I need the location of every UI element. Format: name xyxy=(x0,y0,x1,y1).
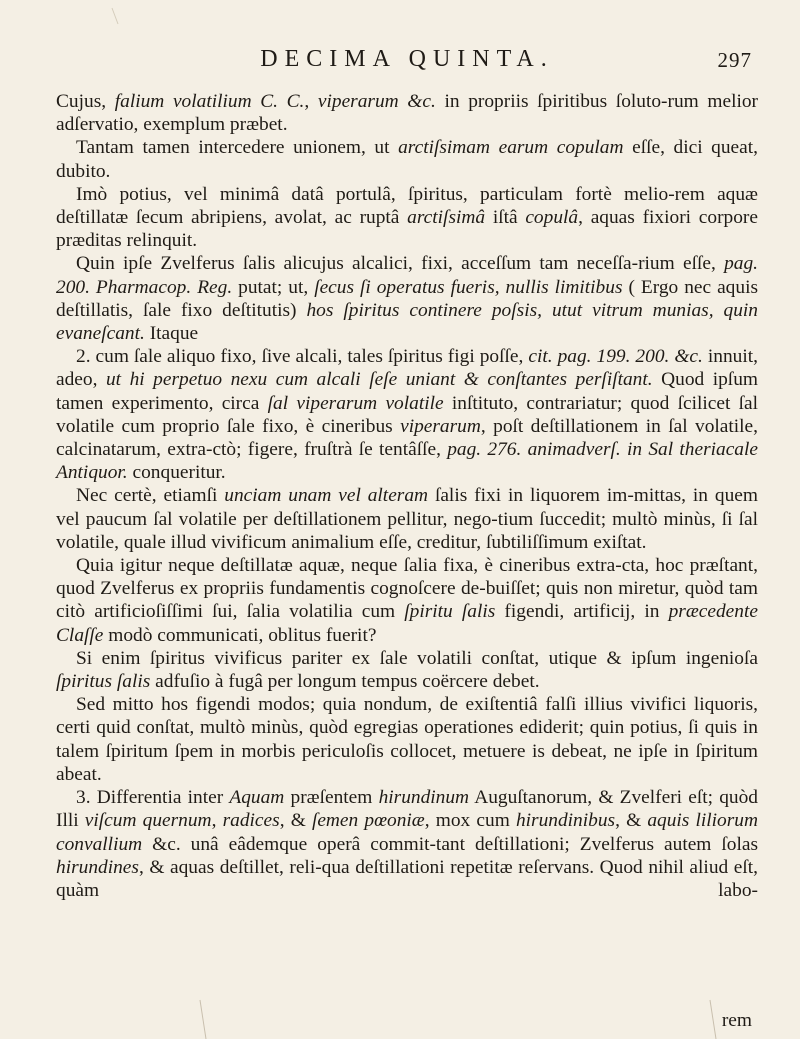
paragraph xyxy=(56,252,758,345)
italic-text: viperarum xyxy=(400,415,481,437)
italic-text: unciam unam vel alteram xyxy=(224,485,429,507)
text-run: in propriis ſpiritibus ſoluto-rum melior adſervatio, exemplum præbet. xyxy=(56,91,758,136)
italic-text: hos ſpiritus continere poſsis, utut vitrum munias, quin evaneſcant. xyxy=(56,299,759,345)
text-run: , mox cum xyxy=(424,810,516,832)
text-run: Quod ipſum tamen experimento, circa xyxy=(56,369,758,414)
text-run: , & xyxy=(279,810,312,832)
italic-text: Aquam xyxy=(229,787,285,809)
text-run: præſentem xyxy=(284,787,379,809)
paragraph xyxy=(56,484,758,554)
paragraph xyxy=(56,136,758,182)
text-run: conqueritur. xyxy=(127,462,226,484)
paragraph xyxy=(56,786,758,902)
italic-text: aquis liliorum convallium xyxy=(56,810,758,855)
text-run: Tantam tamen intercedere unionem, ut xyxy=(76,137,399,159)
text-run: 3. Differentia inter xyxy=(76,787,230,809)
italic-text: copulâ xyxy=(525,207,579,229)
text-run: , xyxy=(304,91,318,112)
text-run: , aquas fixiori corpore præditas relinquit. xyxy=(56,207,758,252)
text-run: innuit, adeo, xyxy=(56,346,758,391)
text-run: Quin ipſe Zvelferus ſalis alicujus alcalici, fixi, acceſſum tam neceſſa-rium eſſe, xyxy=(76,253,725,275)
paragraph xyxy=(56,647,758,693)
text-run: Imò potius, vel minimâ datâ portulâ, ſpiritus, particulam fortè melio-rem aquæ deſtillatæ ſecum abripiens, avolat, ac ruptâ xyxy=(56,183,758,229)
text-run: ſalis fixi in liquorem im-mittas, in quem vel paucum ſal volatile per deſtillationem pellitur, nego-tium ſuccedit; multò minùs, ſi ſal volatile, quale illud vivificum animalium eſſe, creditur, ſubtiliſſimum exiſtat. xyxy=(56,485,758,553)
text-run: , poſt deſtillationem in ſal volatile, calcinatarum, extra-ctò; figere, fruſtrà ſe tentâſſe, xyxy=(56,415,759,461)
text-run: putat; ut, xyxy=(232,276,315,298)
italic-text: ſal viperarum volatile xyxy=(267,392,444,414)
text-run: Itaque xyxy=(144,323,199,345)
text-run: &c. unâ eâdemque operâ commit-tant deſtillationi; Zvelferus autem ſolas xyxy=(142,833,758,855)
catchword: rem xyxy=(721,1010,752,1031)
italic-text: ſemen pœoniæ xyxy=(311,810,425,832)
italic-text: ut hi perpetuo nexu cum alcali ſeſe uniant & conſtantes perſiſtant. xyxy=(105,369,653,391)
text-run: Quia igitur neque deſtillatæ aquæ, neque ſalia fixa, è cineribus extra-cta, hoc præſtant, quod Zvelferus ex propriis fundamentis cognoſcere de-buiſſet; quis non miretur, quòd tam citò artificioſiſſimi ſui, ſalia volatilia cum xyxy=(56,555,758,623)
italic-text: hirundines xyxy=(56,856,139,878)
page-number: 297 xyxy=(717,48,752,72)
text-run: inſtituto, contrariatur; quod ſcilicet ſal volatile cum proprio ſale fixo, è cineribus xyxy=(56,392,758,437)
text-run: , & aquas deſtillet, reli-qua deſtillationi repetitæ reſervans. Quod nihil aliud eſt, quàm labo- xyxy=(56,856,758,901)
text-run: Si enim ſpiritus vivificus pariter ex ſale volatili conſtat, utique & ipſum ingenioſa xyxy=(76,647,758,669)
italic-text: pag. 276. animadverſ. in Sal theriacale Antiquor. xyxy=(56,439,758,484)
italic-text: pag. 200. Pharmacop. Reg. xyxy=(56,253,758,298)
paragraph xyxy=(56,345,758,484)
text-run: figendi, artificij, in xyxy=(495,601,669,623)
text-run: adfuſio à fugâ per longum tempus coërcere debet. xyxy=(150,671,540,693)
text-run: Sed mitto hos figendi modos; quia nondum, de exiſtentiâ falſi illius vivifici liquoris, certi quid conſtat, multò minùs, quòd egregias operationes ediderit; quin potius, ſi quis in talem ſpiritum ſpem in morbis periculoſis collocet, metuere is debeat, ne ipſe in ſpiritum abeat. xyxy=(56,694,758,785)
text-run: Cujus, xyxy=(56,91,115,112)
italic-text: radices xyxy=(222,810,280,832)
text-body xyxy=(56,90,758,902)
italic-text: viſcum quernum xyxy=(84,810,212,832)
text-run: 2. cum ſale aliquo fixo, ſive alcali, tales ſpiritus figi poſſe, xyxy=(76,346,529,368)
italic-text: cit. pag. 199. 200. &c. xyxy=(528,346,703,368)
italic-text: præcedente Claſſe xyxy=(56,601,758,646)
paragraph xyxy=(56,90,758,136)
italic-text: arctiſsimâ xyxy=(407,207,486,229)
text-run: Nec certè, etiamſi xyxy=(76,485,225,507)
text-run: Auguſtanorum, & Zvelferi eſt; quòd Illi xyxy=(56,787,758,832)
italic-text: arctiſsimam earum copulam xyxy=(398,137,624,159)
italic-text: hirundinum xyxy=(378,787,470,809)
text-run: modò communicati, oblitus fuerit? xyxy=(103,624,377,646)
italic-text: falium volatilium C. C. xyxy=(114,91,305,112)
page-header xyxy=(56,40,758,90)
paragraph xyxy=(56,554,758,647)
text-run: iſtâ xyxy=(485,207,526,229)
italic-text: hirundinibus xyxy=(515,810,616,832)
text-run: , & xyxy=(615,810,648,832)
paragraph xyxy=(56,693,758,786)
text-run: eſſe, dici queat, dubito. xyxy=(56,137,759,182)
text-run: ( Ergo nec aquis deſtillatis, ſale fixo deſtitutis) xyxy=(56,276,759,321)
italic-text: ſpiritu ſalis xyxy=(404,601,496,623)
running-head: DECIMA QUINTA. xyxy=(260,46,554,72)
italic-text: ſpiritus ſalis xyxy=(56,671,151,693)
italic-text: ſecus ſi operatus fueris, nullis limitibus xyxy=(314,276,623,298)
paragraph xyxy=(56,183,758,253)
text-run: , xyxy=(211,810,223,832)
italic-text: viperarum &c. xyxy=(317,91,436,112)
